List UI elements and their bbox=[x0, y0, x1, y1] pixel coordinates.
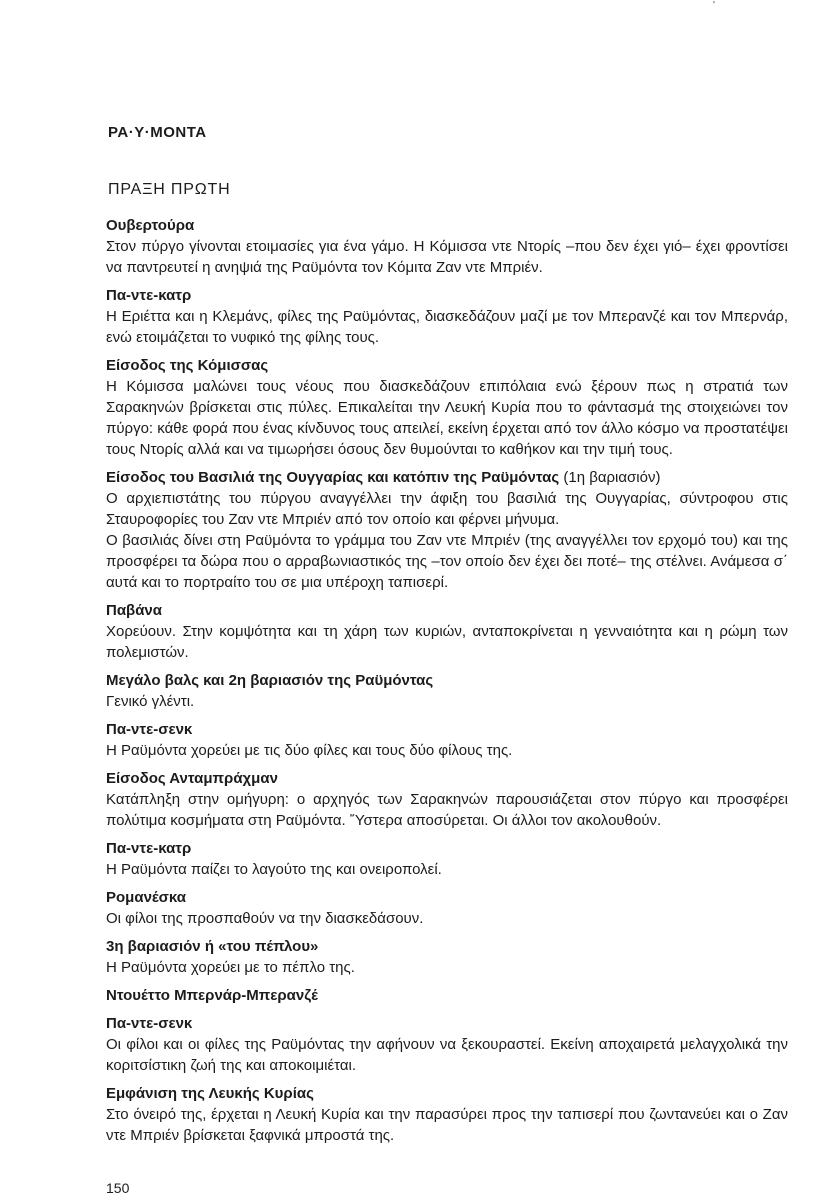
section-heading-text: Ρομανέσκα bbox=[106, 889, 187, 906]
section-heading-suffix: (1η βαριασιόν) bbox=[559, 469, 661, 486]
section-heading-text: Είσοδος Ανταμπράχμαν bbox=[106, 770, 278, 787]
synopsis-section bbox=[106, 839, 788, 880]
section-heading-text: Ντουέττο Μπερνάρ-Μπερανζέ bbox=[106, 987, 318, 1004]
section-heading bbox=[106, 720, 788, 740]
section-paragraph: Οι φίλοι και οι φίλες της Ραϋμόντας την αφήνουν να ξεκουραστεί. Εκείνη αποχαιρετά μελαγχολικά την κοριτσίστικη ζωή της και αποκοιμιέται. bbox=[106, 1036, 788, 1074]
synopsis-section bbox=[106, 468, 788, 593]
synopsis-section bbox=[106, 216, 788, 278]
section-heading-text: Πα-ντε-σενκ bbox=[106, 1015, 193, 1032]
synopsis-section bbox=[106, 937, 788, 978]
section-paragraph: Η Ραϋμόντα χορεύει με το πέπλο της. bbox=[106, 959, 355, 976]
page-number: 150 bbox=[106, 1180, 130, 1196]
synopsis-section bbox=[106, 888, 788, 929]
synopsis-section bbox=[106, 356, 788, 460]
section-paragraph: Χορεύουν. Στην κομψότητα και τη χάρη των κυριών, ανταποκρίνεται η γενναιότητα και η ρώμη των πολεμιστών. bbox=[106, 623, 788, 661]
section-heading bbox=[106, 937, 788, 957]
section-paragraph: Στο όνειρό της, έρχεται η Λευκή Κυρία και την παρασύρει προς την ταπισερί που ζωντανεύει και ο Ζαν ντε Μπριέν βρίσκεται ξαφνικά μπροστά της. bbox=[106, 1106, 788, 1144]
section-heading bbox=[106, 1014, 788, 1034]
section-heading-text: Πα-ντε-κατρ bbox=[106, 840, 192, 857]
section-heading-text: Πα-ντε-σενκ bbox=[106, 721, 193, 738]
section-heading-text: Εμφάνιση της Λευκής Κυρίας bbox=[106, 1085, 314, 1102]
section-heading-text: Είσοδος της Κόμισσας bbox=[106, 357, 269, 374]
section-paragraph: Η Ραϋμόντα χορεύει με τις δύο φίλες και τους δύο φίλους της. bbox=[106, 742, 513, 759]
section-heading bbox=[106, 1084, 788, 1104]
corner-mark: ' bbox=[713, 0, 715, 11]
section-paragraph: Η Κόμισσα μαλώνει τους νέους που διασκεδάζουν επιπόλαια ενώ ξέρουν πως η στρατιά των Σαρακηνών βρίσκεται στις πύλες. Επικαλείται την Λευκή Κυρία που το φάντασμά της στοιχειώνει τον πύργο: κάθε φορά που ένας κίνδυνος τους απειλεί, εκείνη έρχεται από τον άλλο κόσμο να προστατέψει τους Ντορίς αλλά και να τιμωρήσει όσους δεν θυμούνται το καθήκον και την τιμή τους. bbox=[106, 378, 788, 458]
section-heading-text: Είσοδος του Βασιλιά της Ουγγαρίας και κατόπιν της Ραϋμόντας bbox=[106, 469, 560, 486]
section-paragraph: Η Εριέττα και η Κλεμάνς, φίλες της Ραϋμόντας, διασκεδάζουν μαζί με τον Μπερανζέ και τον Μπερνάρ, ενώ ετοιμάζεται το νυφικό της φίλης τους. bbox=[106, 308, 788, 346]
section-heading-text: Πα-ντε-κατρ bbox=[106, 287, 192, 304]
synopsis-section bbox=[106, 769, 788, 831]
synopsis-section bbox=[106, 601, 788, 663]
section-paragraph: Γενικό γλέντι. bbox=[106, 693, 195, 710]
act-title: ΠΡΑΞΗ ΠΡΩΤΗ bbox=[108, 181, 231, 198]
document-title: ΡΑ·Υ·ΜΟΝΤΑ bbox=[108, 124, 207, 141]
synopsis-section bbox=[106, 986, 788, 1006]
section-paragraph: Ο αρχιεπιστάτης του πύργου αναγγέλλει την άφιξη του βασιλιά της Ουγγαρίας, σύντροφου στις Σταυροφορίες του Ζαν ντε Μπριέν από τον οποίο και φέρνει μήνυμα. bbox=[106, 490, 788, 528]
section-heading bbox=[106, 986, 788, 1006]
section-heading bbox=[106, 671, 788, 691]
synopsis-section bbox=[106, 720, 788, 761]
section-heading bbox=[106, 601, 788, 621]
section-paragraph: Η Ραϋμόντα παίζει το λαγούτο της και ονειροπολεί. bbox=[106, 861, 442, 878]
section-heading bbox=[106, 356, 788, 376]
synopsis-section bbox=[106, 1084, 788, 1146]
synopsis-section bbox=[106, 1014, 788, 1076]
section-paragraph: Κατάπληξη στην ομήγυρη: ο αρχηγός των Σαρακηνών παρουσιάζεται στον πύργο και προσφέρει πολύτιμα κοσμήματα στη Ραϋμόντα. ῎Υστερα αποσύρεται. Οι άλλοι τον ακολουθούν. bbox=[106, 791, 788, 829]
section-paragraph: Στον πύργο γίνονται ετοιμασίες για ένα γάμο. Η Κόμισσα ντε Ντορίς –που δεν έχει γιό– έχει φροντίσει να παντρευτεί η ανηψιά της Ραϋμόντα τον Κόμιτα Ζαν ντε Μπριέν. bbox=[106, 238, 788, 276]
section-heading bbox=[106, 769, 788, 789]
section-paragraph: Ο βασιλιάς δίνει στη Ραϋμόντα το γράμμα του Ζαν ντε Μπριέν (της αναγγέλλει τον ερχομό του) και της προσφέρει τα δώρα που ο αρραβωνιαστικός της –τον οποίο δεν έχει δει ποτέ– της στέλνει. Ανάμεσα σ΄ αυτά και το πορτραίτο του σε μια υπέροχη ταπισερί. bbox=[106, 532, 788, 591]
synopsis-section bbox=[106, 671, 788, 712]
section-heading bbox=[106, 286, 788, 306]
section-heading-text: Παβάνα bbox=[106, 602, 162, 619]
section-heading bbox=[106, 888, 788, 908]
section-heading-text: 3η βαριασιόν ή «του πέπλου» bbox=[106, 938, 319, 955]
section-heading bbox=[106, 468, 788, 488]
synopsis-section bbox=[106, 286, 788, 348]
section-paragraph: Οι φίλοι της προσπαθούν να την διασκεδάσουν. bbox=[106, 910, 424, 927]
section-heading bbox=[106, 216, 788, 236]
section-heading bbox=[106, 839, 788, 859]
section-heading-text: Ουβερτούρα bbox=[106, 217, 195, 234]
section-heading-text: Μεγάλο βαλς και 2η βαριασιόν της Ραϋμόντας bbox=[106, 672, 434, 689]
synopsis-content bbox=[106, 216, 788, 1154]
